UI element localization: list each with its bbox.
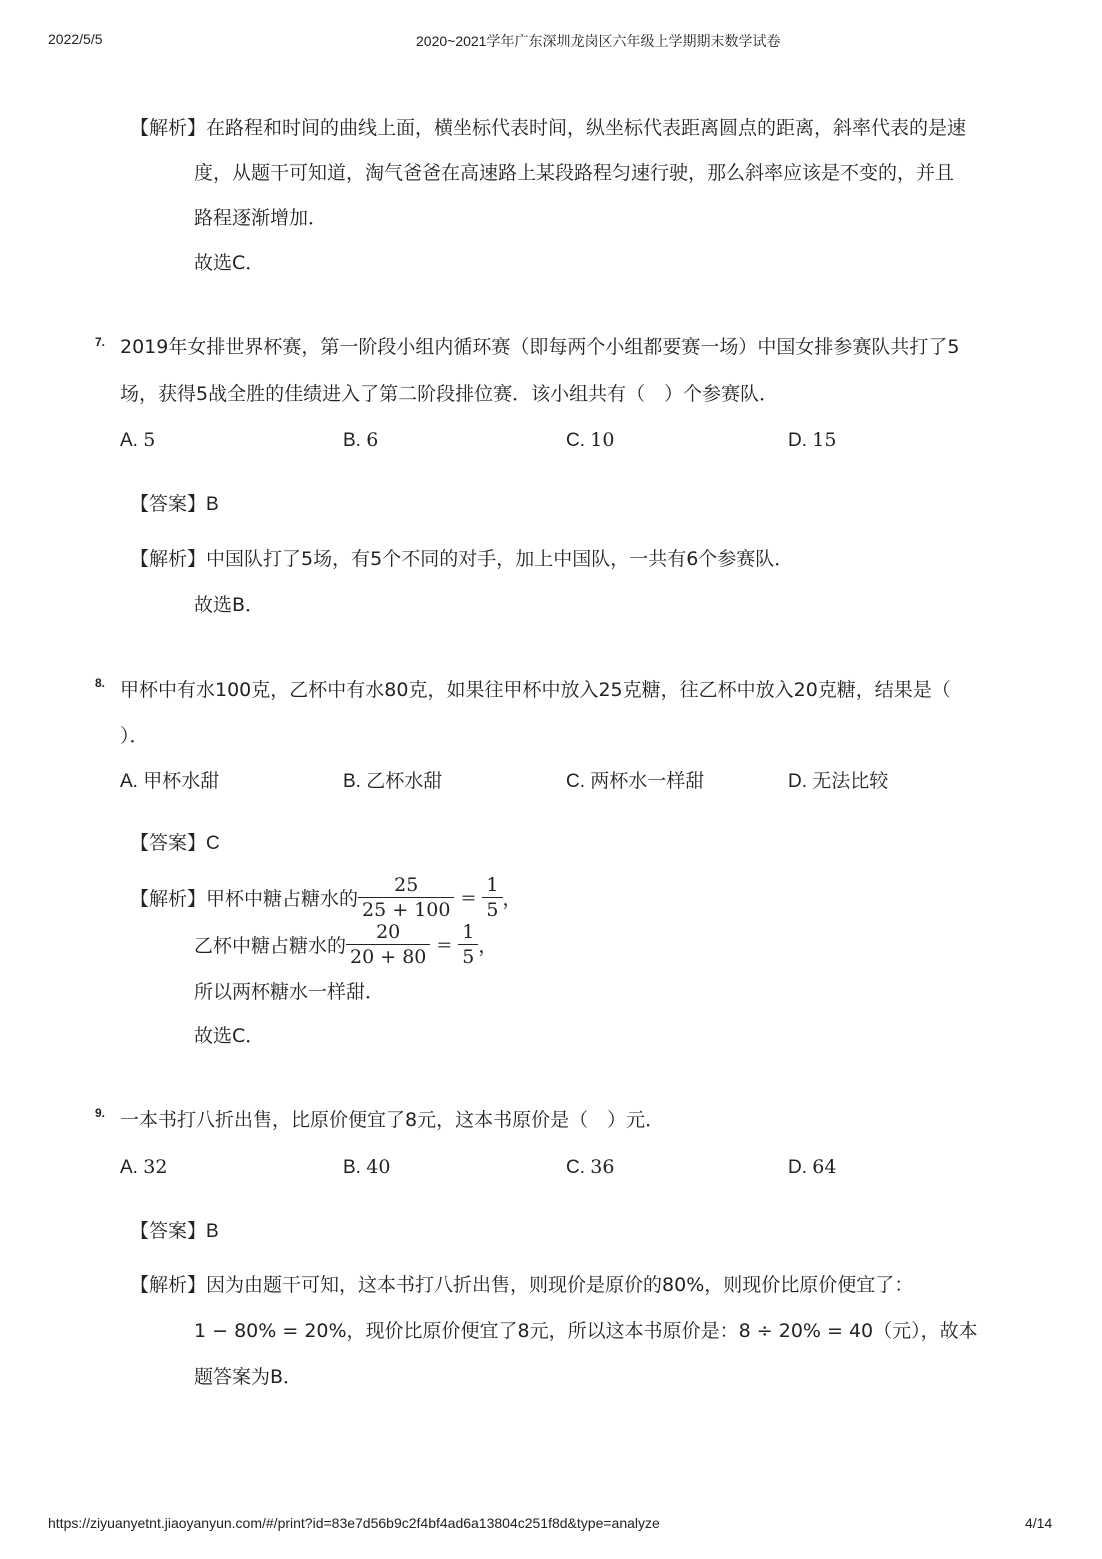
q8-answer [130, 831, 220, 856]
answer-value: B [206, 1221, 219, 1242]
answer-tag: 【答案】 [130, 1220, 207, 1242]
page-number: 4/14 [1025, 1515, 1053, 1531]
answer-value: C [206, 833, 220, 854]
analysis-tag: 【解析】 [130, 117, 207, 139]
q7-stem-line-2: 场，获得5战全胜的佳绩进入了第二阶段排位赛．该小组共有（ ）个参赛队． [120, 383, 779, 405]
answer-value: B [206, 494, 219, 515]
q9-option-a: A. 32 [120, 1156, 168, 1178]
q8-option-c: C. 两杯水一样甜 [566, 770, 705, 792]
q6-analysis-line-2: 度，从题干可知道，淘气爸爸在高速路上某段路程匀速行驶，那么斜率应该是不变的，并且 [194, 162, 955, 184]
page-title: 2020~2021学年广东深圳龙岗区六年级上学期期末数学试卷 [416, 33, 781, 49]
print-date: 2022/5/5 [48, 31, 103, 47]
q9-analysis-line-3: 题答案为B． [194, 1366, 303, 1388]
fraction-25-over-125: $\frac{25}{25 + 100}$ [358, 873, 454, 922]
fraction-one-fifth: $\frac{1}{5}$ [482, 873, 502, 922]
question-number: 8. [95, 676, 106, 690]
fraction-one-fifth: $\frac{1}{5}$ [458, 920, 478, 969]
q9-option-c: C. 36 [566, 1156, 615, 1178]
answer-tag: 【答案】 [130, 832, 207, 854]
analysis-tag: 【解析】 [130, 888, 207, 910]
q7-answer [130, 492, 219, 517]
q7-option-d: D. 15 [788, 429, 837, 451]
q7-option-b: B. 6 [343, 429, 379, 451]
q9-answer [130, 1219, 219, 1244]
q9-analysis-line-2: 1 − 80% = 20%，现价比原价便宜了8元，所以这本书原价是：8 ÷ 20% = 40（元），故本 [194, 1320, 978, 1342]
analysis-tag: 【解析】 [130, 548, 207, 570]
q8-conclusion: 故选C． [194, 1025, 265, 1047]
q8-option-a: A. 甲杯水甜 [120, 770, 220, 792]
q8-analysis-line-1: 【解析】甲杯中糖占糖水的 $\frac{25}{25 + 100}$ = $\frac{1}{5}$ ， [130, 874, 522, 921]
q7-option-c: C. 10 [566, 429, 615, 451]
q9-analysis-line-1: 【解析】因为由题干可知，这本书打八折出售，则现价是原价的80%，则现价比原价便宜了： [130, 1274, 914, 1296]
q8-option-d: D. 无法比较 [788, 770, 889, 792]
page-url: https://ziyuanyetnt.jiaoyanyun.com/#/print?id=83e7d56b9c2f4bf4ad6a13804c251f8d&type=analyze [48, 1515, 660, 1531]
q9-option-d: D. 64 [788, 1156, 837, 1178]
q8-option-b: B. 乙杯水甜 [343, 770, 443, 792]
q6-conclusion: 故选C． [194, 252, 265, 274]
q9-option-b: B. 40 [343, 1156, 391, 1178]
q8-stem-line-2: ）． [120, 725, 149, 747]
question-number: 9. [95, 1106, 106, 1120]
q8-stem-line-1: 甲杯中有水100克，乙杯中有水80克，如果往甲杯中放入25克糖，往乙杯中放入20克糖，结果是（ [120, 679, 951, 701]
answer-tag: 【答案】 [130, 493, 207, 515]
q7-option-a: A. 5 [120, 429, 156, 451]
q9-stem: 一本书打八折出售，比原价便宜了8元，这本书原价是（ ）元． [120, 1109, 665, 1131]
q7-stem-line-1: 2019年女排世界杯赛，第一阶段小组内循环赛（即每两个小组都要赛一场）中国女排参赛队共打了5 [120, 336, 960, 358]
q6-analysis-line-3: 路程逐渐增加． [194, 207, 328, 229]
q6-analysis-line-1: 【解析】在路程和时间的曲线上面，横坐标代表时间，纵坐标代表距离圆点的距离，斜率代表的是速 [130, 117, 967, 139]
q8-analysis-line-3: 所以两杯糖水一样甜． [194, 981, 385, 1003]
analysis-tag: 【解析】 [130, 1274, 207, 1296]
fraction-20-over-100: $\frac{20}{20 + 80}$ [346, 920, 430, 969]
q7-conclusion: 故选B． [194, 594, 265, 616]
q7-analysis-line-1: 【解析】中国队打了5场，有5个不同的对手，加上中国队，一共有6个参赛队． [130, 548, 794, 570]
q8-analysis-line-2: 乙杯中糖占糖水的 $\frac{20}{20 + 80}$ = $\frac{1}{5}$ ， [194, 921, 498, 968]
question-number: 7. [95, 335, 106, 349]
